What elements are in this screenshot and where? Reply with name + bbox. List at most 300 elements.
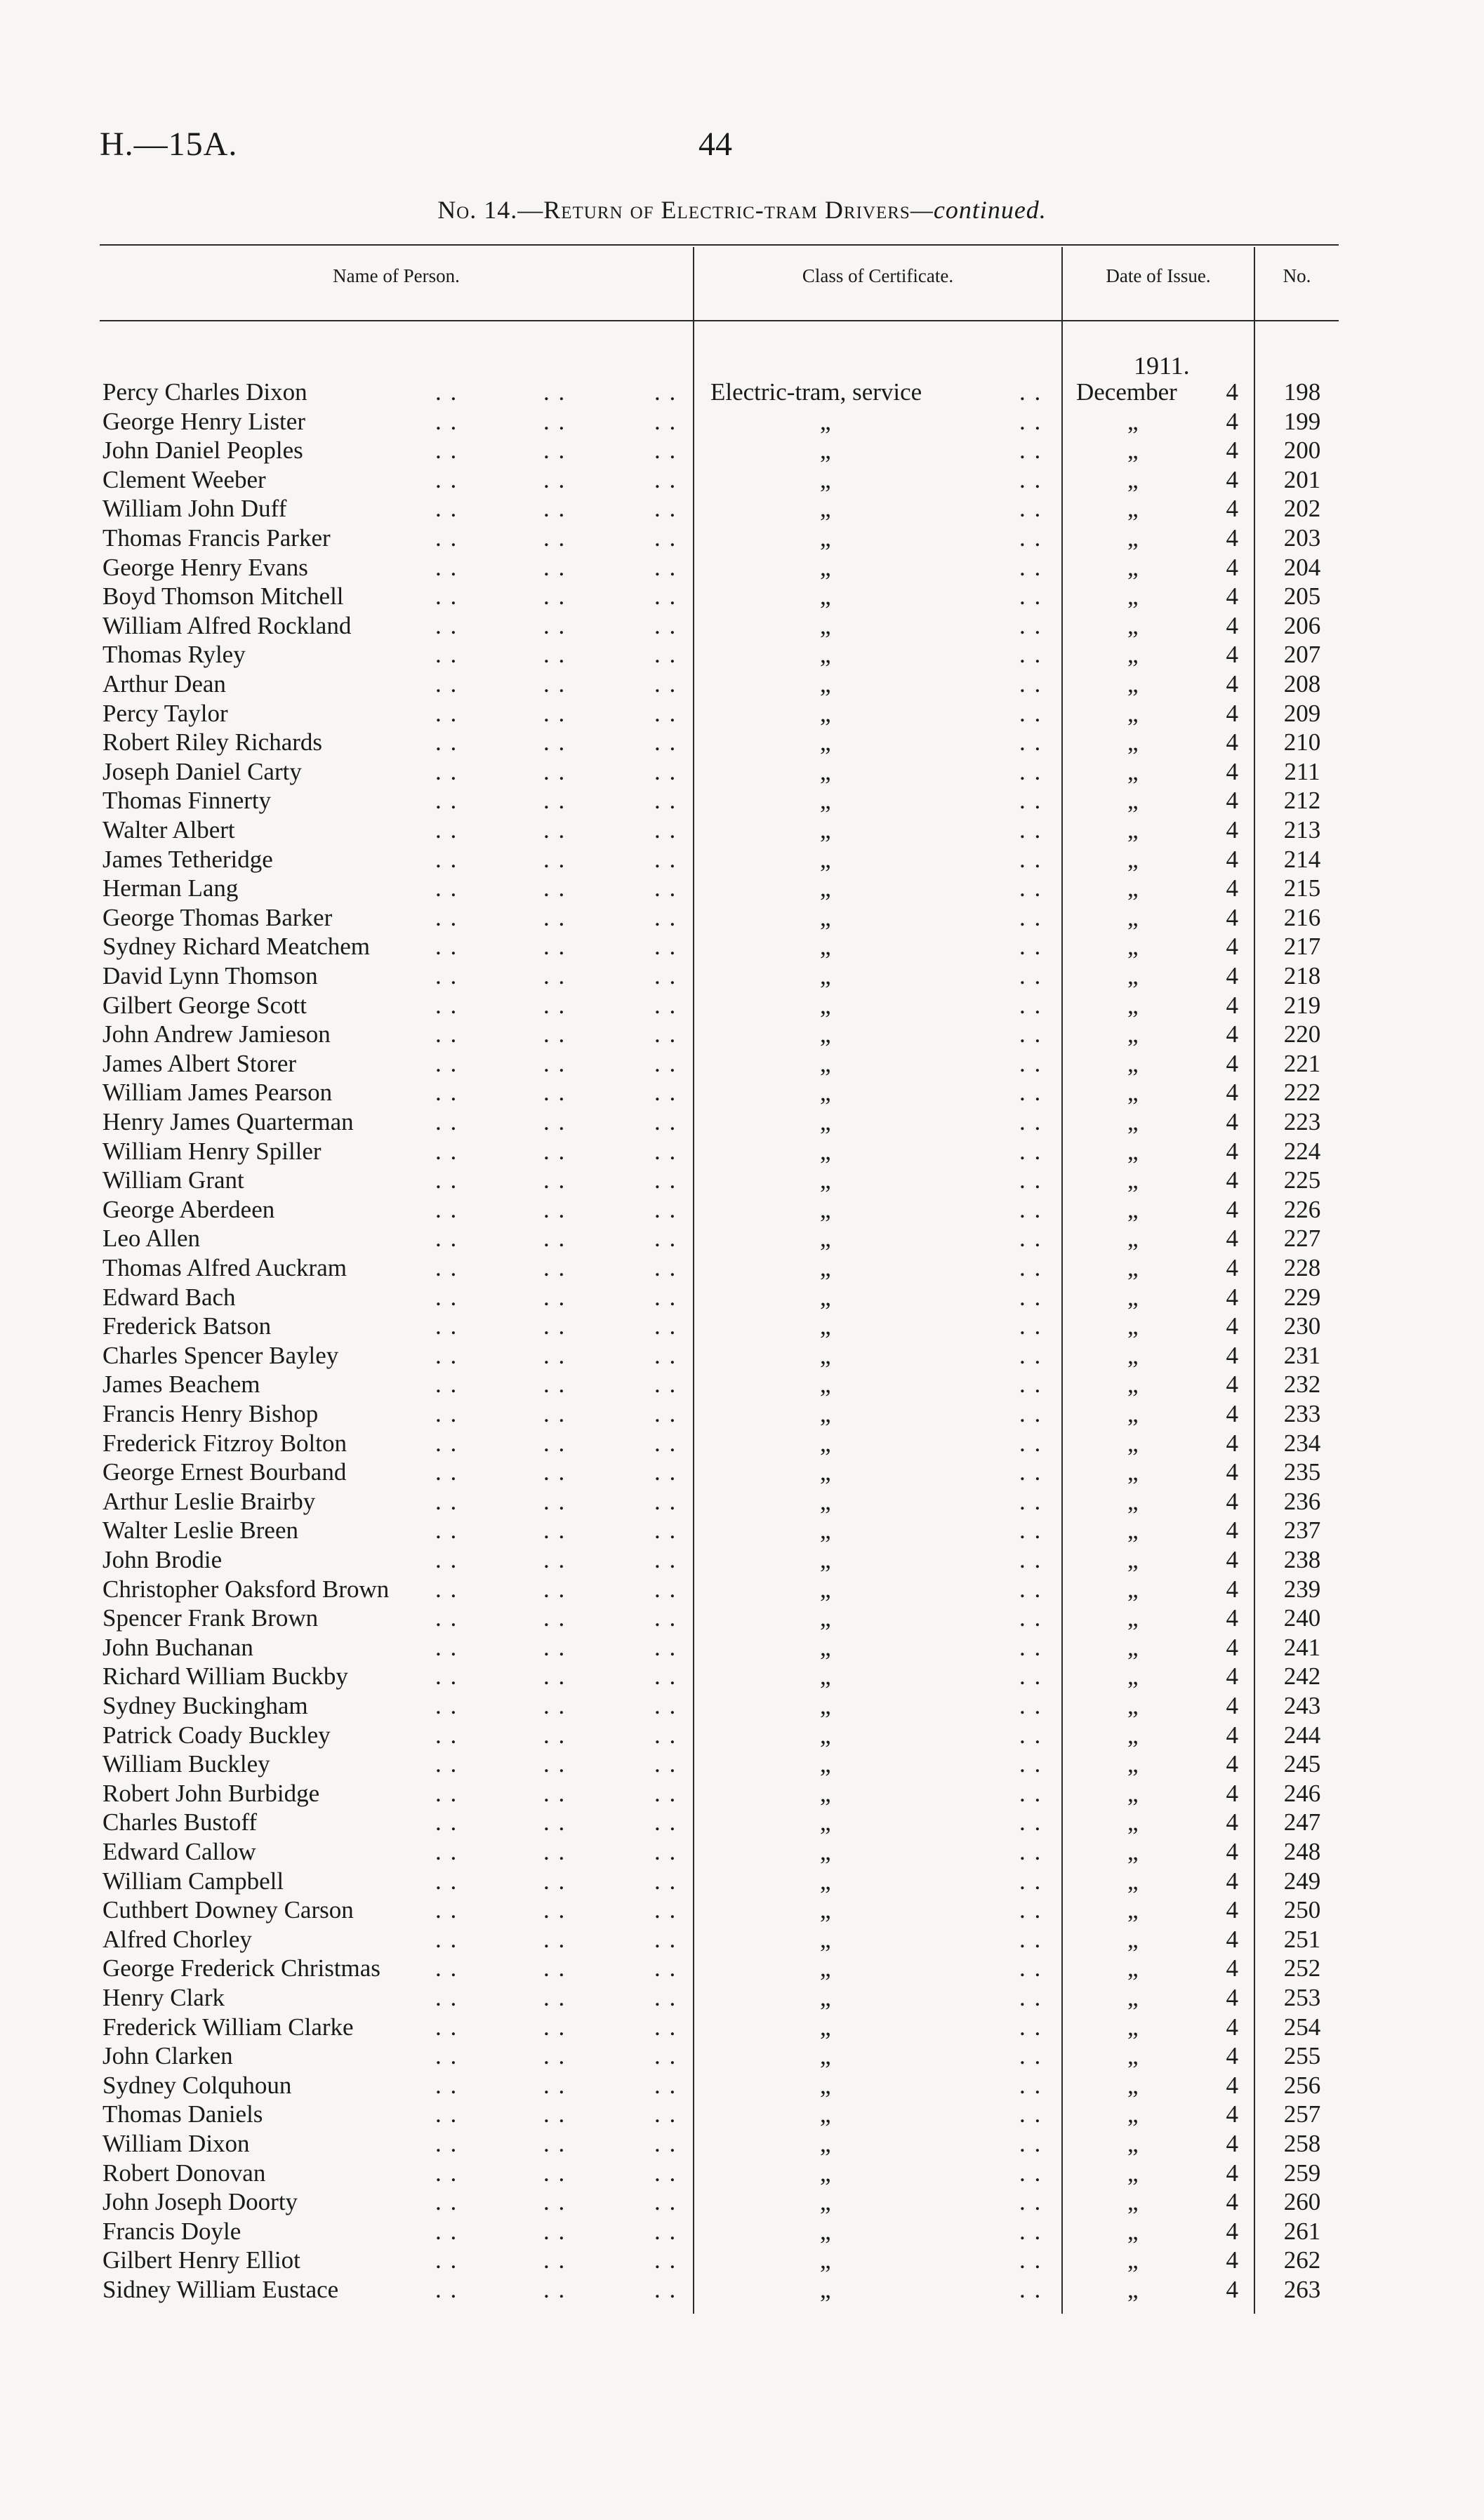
leader-dots: . . <box>543 1254 567 1281</box>
issue-day: 4 <box>1226 2130 1238 2157</box>
certificate-class-ditto: „ <box>820 2013 831 2041</box>
leader-dots: . . <box>543 465 567 493</box>
issue-day: 4 <box>1226 378 1238 406</box>
certificate-number: 199 <box>1283 407 1321 435</box>
leader-dots: . . <box>435 787 458 815</box>
person-name: George Aberdeen <box>102 1195 275 1223</box>
certificate-class-ditto: „ <box>820 787 831 815</box>
table-row <box>0 2159 1484 2188</box>
certificate-class-ditto: „ <box>820 933 831 961</box>
leader-dots: . . <box>435 1575 458 1603</box>
leader-dots: . . <box>1019 1808 1042 1836</box>
person-name: Henry James Quarterman <box>102 1108 354 1135</box>
leader-dots: . . <box>654 2159 677 2187</box>
leader-dots: . . <box>543 874 567 902</box>
table-row <box>0 1983 1484 2013</box>
leader-dots: . . <box>1019 2130 1042 2157</box>
certificate-class-ditto: „ <box>820 2276 831 2303</box>
leader-dots: . . <box>654 407 677 435</box>
leader-dots: . . <box>543 1166 567 1194</box>
leader-dots: . . <box>543 2130 567 2157</box>
leader-dots: . . <box>1019 1400 1042 1427</box>
leader-dots: . . <box>435 1429 458 1457</box>
certificate-number: 228 <box>1283 1254 1321 1281</box>
certificate-class-ditto: „ <box>820 2188 831 2216</box>
issue-day: 4 <box>1226 1925 1238 1953</box>
leader-dots: . . <box>543 407 567 435</box>
issue-month-ditto: „ <box>1127 670 1139 698</box>
table-row <box>0 1224 1484 1253</box>
person-name: George Ernest Bourband <box>102 1458 347 1486</box>
issue-day: 4 <box>1226 991 1238 1019</box>
certificate-class-ditto: „ <box>820 1079 831 1107</box>
issue-month-ditto: „ <box>1127 699 1139 727</box>
table-row <box>0 1078 1484 1107</box>
issue-day: 4 <box>1226 933 1238 961</box>
leader-dots: . . <box>543 1108 567 1135</box>
leader-dots: . . <box>654 1954 677 1982</box>
leader-dots: . . <box>543 2217 567 2245</box>
leader-dots: . . <box>654 2217 677 2245</box>
leader-dots: . . <box>1019 495 1042 523</box>
issue-month-ditto: „ <box>1127 553 1139 581</box>
table-row <box>0 1107 1484 1137</box>
leader-dots: . . <box>435 1779 458 1807</box>
table-row <box>0 1137 1484 1166</box>
leader-dots: . . <box>435 1808 458 1836</box>
issue-month-ditto: „ <box>1127 1546 1139 1573</box>
leader-dots: . . <box>1019 1692 1042 1719</box>
leader-dots: . . <box>1019 611 1042 639</box>
issue-day: 4 <box>1226 1633 1238 1661</box>
leader-dots: . . <box>1019 787 1042 815</box>
year-label: 1911. <box>1134 352 1190 380</box>
leader-dots: . . <box>435 670 458 698</box>
leader-dots: . . <box>654 1779 677 1807</box>
certificate-number: 217 <box>1283 933 1321 961</box>
leader-dots: . . <box>543 962 567 989</box>
person-name: William James Pearson <box>102 1079 333 1107</box>
table-row <box>0 2041 1484 2071</box>
issue-day: 4 <box>1226 1079 1238 1107</box>
leader-dots: . . <box>543 2100 567 2128</box>
issue-month-ditto: „ <box>1127 757 1139 785</box>
person-name: Alfred Chorley <box>102 1925 252 1953</box>
issue-month-ditto: „ <box>1127 1662 1139 1691</box>
leader-dots: . . <box>543 1838 567 1865</box>
header-bottom-rule <box>100 320 1339 321</box>
issue-month-ditto: „ <box>1127 1954 1139 1982</box>
leader-dots: . . <box>1019 1341 1042 1369</box>
leader-dots: . . <box>435 436 458 465</box>
leader-dots: . . <box>435 757 458 785</box>
issue-day: 4 <box>1226 1896 1238 1924</box>
leader-dots: . . <box>654 1487 677 1515</box>
person-name: Thomas Finnerty <box>102 787 272 815</box>
person-name: Percy Charles Dixon <box>102 378 307 406</box>
certificate-class-ditto: „ <box>820 2246 831 2274</box>
person-name: Thomas Ryley <box>102 641 246 669</box>
person-name: Leo Allen <box>102 1225 200 1253</box>
issue-month-ditto: „ <box>1127 1458 1139 1486</box>
certificate-number: 227 <box>1283 1225 1321 1253</box>
certificate-class-ditto: „ <box>820 962 831 989</box>
person-name: James Albert Storer <box>102 1049 297 1077</box>
table-row <box>0 1458 1484 1487</box>
certificate-number: 257 <box>1283 2100 1321 2128</box>
certificate-class-ditto: „ <box>820 611 831 639</box>
issue-month-ditto: „ <box>1127 1750 1139 1778</box>
certificate-class-ditto: „ <box>820 1838 831 1865</box>
certificate-class-ditto: „ <box>820 524 831 552</box>
leader-dots: . . <box>435 1166 458 1194</box>
leader-dots: . . <box>543 787 567 815</box>
certificate-number: 240 <box>1283 1604 1321 1632</box>
certificate-number: 242 <box>1283 1662 1321 1691</box>
leader-dots: . . <box>1019 962 1042 989</box>
certificate-class-ditto: „ <box>820 1662 831 1691</box>
certificate-number: 249 <box>1283 1867 1321 1895</box>
issue-month-ditto: „ <box>1127 1692 1139 1719</box>
certificate-number: 223 <box>1283 1108 1321 1135</box>
leader-dots: . . <box>543 524 567 552</box>
leader-dots: . . <box>1019 2071 1042 2099</box>
person-name: Sidney William Eustace <box>102 2276 339 2303</box>
certificate-number: 256 <box>1283 2071 1321 2099</box>
issue-month-ditto: „ <box>1127 1604 1139 1632</box>
leader-dots: . . <box>654 2188 677 2216</box>
issue-month-ditto: „ <box>1127 1020 1139 1048</box>
certificate-number: 262 <box>1283 2246 1321 2274</box>
leader-dots: . . <box>543 611 567 639</box>
leader-dots: . . <box>1019 1867 1042 1895</box>
certificate-class-ditto: „ <box>820 1166 831 1194</box>
leader-dots: . . <box>654 1283 677 1311</box>
table-row <box>0 2275 1484 2305</box>
leader-dots: . . <box>435 2188 458 2216</box>
table-row <box>0 699 1484 728</box>
leader-dots: . . <box>435 991 458 1019</box>
table-row <box>0 1779 1484 1808</box>
leader-dots: . . <box>654 1020 677 1048</box>
leader-dots: . . <box>543 1954 567 1982</box>
leader-dots: . . <box>435 1546 458 1573</box>
certificate-class-ditto: „ <box>820 436 831 465</box>
issue-month-ditto: „ <box>1127 1049 1139 1077</box>
issue-month-ditto: „ <box>1127 845 1139 873</box>
leader-dots: . . <box>654 1400 677 1427</box>
person-name: Robert Riley Richards <box>102 728 323 756</box>
person-name: Charles Spencer Bayley <box>102 1341 339 1369</box>
leader-dots: . . <box>543 1575 567 1603</box>
leader-dots: . . <box>435 2042 458 2070</box>
issue-day: 4 <box>1226 641 1238 669</box>
column-header-class: Class of Certificate. <box>802 265 954 286</box>
leader-dots: . . <box>543 845 567 873</box>
certificate-number: 259 <box>1283 2159 1321 2187</box>
issue-day: 4 <box>1226 1371 1238 1399</box>
certificate-number: 234 <box>1283 1429 1321 1457</box>
issue-month-ditto: „ <box>1127 465 1139 493</box>
issue-day: 4 <box>1226 2071 1238 2099</box>
leader-dots: . . <box>435 1400 458 1427</box>
leader-dots: . . <box>654 816 677 844</box>
leader-dots: . . <box>435 1225 458 1253</box>
leader-dots: . . <box>543 2159 567 2187</box>
table-row <box>0 1545 1484 1575</box>
leader-dots: . . <box>435 1079 458 1107</box>
leader-dots: . . <box>1019 524 1042 552</box>
certificate-class-ditto: „ <box>820 2130 831 2157</box>
issue-month-ditto: „ <box>1127 2217 1139 2245</box>
issue-day: 4 <box>1226 1721 1238 1749</box>
leader-dots: . . <box>543 991 567 1019</box>
issue-day: 4 <box>1226 524 1238 552</box>
leader-dots: . . <box>654 1225 677 1253</box>
leader-dots: . . <box>543 1604 567 1632</box>
issue-day: 4 <box>1226 1312 1238 1340</box>
column-header-no: No. <box>1283 265 1311 286</box>
leader-dots: . . <box>654 1867 677 1895</box>
certificate-class-ditto: „ <box>820 699 831 727</box>
certificate-class-ditto: „ <box>820 1604 831 1632</box>
leader-dots: . . <box>435 1662 458 1691</box>
issue-day: 4 <box>1226 1692 1238 1719</box>
certificate-class-ditto: „ <box>820 1954 831 1982</box>
certificate-class-ditto: „ <box>820 1137 831 1165</box>
table-top-rule <box>100 244 1339 246</box>
person-name: Thomas Daniels <box>102 2100 263 2128</box>
issue-month-ditto: „ <box>1127 1429 1139 1457</box>
leader-dots: . . <box>1019 991 1042 1019</box>
table-row <box>0 2100 1484 2129</box>
issue-day: 4 <box>1226 495 1238 523</box>
certificate-class-ditto: „ <box>820 641 831 669</box>
certificate-class-ditto: „ <box>820 1371 831 1399</box>
table-row <box>0 1341 1484 1371</box>
person-name: George Thomas Barker <box>102 903 333 931</box>
certificate-number: 237 <box>1283 1516 1321 1545</box>
leader-dots: . . <box>435 1312 458 1340</box>
table-row <box>0 1633 1484 1662</box>
issue-month-ditto: „ <box>1127 2042 1139 2070</box>
leader-dots: . . <box>435 2071 458 2099</box>
certificate-number: 251 <box>1283 1925 1321 1953</box>
issue-month-ditto: „ <box>1127 1400 1139 1427</box>
leader-dots: . . <box>543 816 567 844</box>
certificate-class-ditto: „ <box>820 991 831 1019</box>
leader-dots: . . <box>543 933 567 961</box>
person-name: Joseph Daniel Carty <box>102 757 302 785</box>
table-row <box>0 932 1484 961</box>
issue-month-ditto: „ <box>1127 1195 1139 1223</box>
certificate-number: 205 <box>1283 582 1321 611</box>
issue-month-ditto: „ <box>1127 641 1139 669</box>
table-row <box>0 2187 1484 2217</box>
leader-dots: . . <box>1019 2188 1042 2216</box>
table-row <box>0 582 1484 611</box>
issue-month: December <box>1076 378 1177 406</box>
table-row <box>0 1487 1484 1516</box>
leader-dots: . . <box>543 1662 567 1691</box>
leader-dots: . . <box>654 1692 677 1719</box>
leader-dots: . . <box>1019 465 1042 493</box>
leader-dots: . . <box>654 1079 677 1107</box>
leader-dots: . . <box>1019 1954 1042 1982</box>
leader-dots: . . <box>543 1371 567 1399</box>
issue-month-ditto: „ <box>1127 1283 1139 1311</box>
leader-dots: . . <box>654 2276 677 2303</box>
leader-dots: . . <box>1019 378 1042 406</box>
issue-month-ditto: „ <box>1127 1867 1139 1895</box>
leader-dots: . . <box>435 1633 458 1661</box>
leader-dots: . . <box>1019 1166 1042 1194</box>
leader-dots: . . <box>1019 553 1042 581</box>
leader-dots: . . <box>543 1137 567 1165</box>
person-name: Spencer Frank Brown <box>102 1604 319 1632</box>
leader-dots: . . <box>654 1166 677 1194</box>
issue-day: 4 <box>1226 1458 1238 1486</box>
person-name: Christopher Oaksford Brown <box>102 1575 390 1603</box>
person-name: George Frederick Christmas <box>102 1954 380 1982</box>
issue-day: 4 <box>1226 874 1238 902</box>
leader-dots: . . <box>654 2071 677 2099</box>
leader-dots: . . <box>543 1283 567 1311</box>
certificate-class-ditto: „ <box>820 1254 831 1281</box>
issue-month-ditto: „ <box>1127 1779 1139 1807</box>
certificate-class-ditto: „ <box>820 1750 831 1778</box>
table-row <box>0 2129 1484 2159</box>
leader-dots: . . <box>435 1984 458 2011</box>
table-row <box>0 2217 1484 2246</box>
certificate-number: 238 <box>1283 1546 1321 1573</box>
table-row <box>0 786 1484 815</box>
issue-day: 4 <box>1226 1400 1238 1427</box>
certificate-number: 254 <box>1283 2013 1321 2041</box>
table-row <box>0 815 1484 845</box>
leader-dots: . . <box>654 845 677 873</box>
certificate-class-ditto: „ <box>820 903 831 931</box>
leader-dots: . . <box>1019 1516 1042 1545</box>
leader-dots: . . <box>543 1692 567 1719</box>
certificate-number: 200 <box>1283 436 1321 465</box>
person-name: Herman Lang <box>102 874 239 902</box>
leader-dots: . . <box>1019 1283 1042 1311</box>
leader-dots: . . <box>1019 2042 1042 2070</box>
table-row <box>0 1604 1484 1633</box>
leader-dots: . . <box>1019 436 1042 465</box>
leader-dots: . . <box>654 1546 677 1573</box>
leader-dots: . . <box>654 465 677 493</box>
issue-month-ditto: „ <box>1127 816 1139 844</box>
certificate-number: 250 <box>1283 1896 1321 1924</box>
issue-day: 4 <box>1226 699 1238 727</box>
certificate-number: 245 <box>1283 1750 1321 1778</box>
certificate-number: 247 <box>1283 1808 1321 1836</box>
issue-day: 4 <box>1226 2246 1238 2274</box>
issue-day: 4 <box>1226 611 1238 639</box>
table-row <box>0 845 1484 874</box>
leader-dots: . . <box>435 1750 458 1778</box>
leader-dots: . . <box>1019 1546 1042 1573</box>
leader-dots: . . <box>1019 903 1042 931</box>
leader-dots: . . <box>543 1779 567 1807</box>
leader-dots: . . <box>654 1429 677 1457</box>
title-prefix: No. 14.— <box>437 196 544 224</box>
leader-dots: . . <box>1019 1604 1042 1632</box>
leader-dots: . . <box>1019 1487 1042 1515</box>
issue-day: 4 <box>1226 2217 1238 2245</box>
issue-month-ditto: „ <box>1127 2159 1139 2187</box>
issue-day: 4 <box>1226 1546 1238 1573</box>
leader-dots: . . <box>654 641 677 669</box>
certificate-number: 212 <box>1283 787 1321 815</box>
leader-dots: . . <box>543 1750 567 1778</box>
leader-dots: . . <box>654 1808 677 1836</box>
leader-dots: . . <box>543 1458 567 1486</box>
table-row <box>0 2071 1484 2100</box>
leader-dots: . . <box>654 787 677 815</box>
issue-month-ditto: „ <box>1127 1079 1139 1107</box>
leader-dots: . . <box>435 1925 458 1953</box>
certificate-number: 202 <box>1283 495 1321 523</box>
certificate-class-ditto: „ <box>820 1429 831 1457</box>
leader-dots: . . <box>435 816 458 844</box>
table-row <box>0 961 1484 991</box>
issue-day: 4 <box>1226 787 1238 815</box>
certificate-class: Electric-tram, service <box>710 378 922 406</box>
table-row <box>0 728 1484 757</box>
person-name: George Henry Evans <box>102 553 308 581</box>
leader-dots: . . <box>1019 1049 1042 1077</box>
leader-dots: . . <box>1019 1371 1042 1399</box>
issue-month-ditto: „ <box>1127 1575 1139 1603</box>
leader-dots: . . <box>1019 728 1042 756</box>
leader-dots: . . <box>435 903 458 931</box>
issue-month-ditto: „ <box>1127 1721 1139 1749</box>
certificate-class-ditto: „ <box>820 1225 831 1253</box>
person-name: Robert John Burbidge <box>102 1779 320 1807</box>
table-row <box>0 1195 1484 1225</box>
issue-month-ditto: „ <box>1127 991 1139 1019</box>
leader-dots: . . <box>435 699 458 727</box>
leader-dots: . . <box>435 407 458 435</box>
issue-month-ditto: „ <box>1127 2071 1139 2099</box>
certificate-class-ditto: „ <box>820 1195 831 1223</box>
person-name: Sydney Colquhoun <box>102 2071 292 2099</box>
issue-day: 4 <box>1226 1867 1238 1895</box>
certificate-number: 230 <box>1283 1312 1321 1340</box>
issue-day: 4 <box>1226 1516 1238 1545</box>
leader-dots: . . <box>543 1195 567 1223</box>
issue-day: 4 <box>1226 1487 1238 1515</box>
person-name: Thomas Francis Parker <box>102 524 331 552</box>
certificate-number: 255 <box>1283 2042 1321 2070</box>
issue-day: 4 <box>1226 1137 1238 1165</box>
certificate-class-ditto: „ <box>820 1984 831 2011</box>
certificate-class-ditto: „ <box>820 1049 831 1077</box>
leader-dots: . . <box>654 2130 677 2157</box>
leader-dots: . . <box>543 1633 567 1661</box>
leader-dots: . . <box>654 2013 677 2041</box>
certificate-class-ditto: „ <box>820 1633 831 1661</box>
certificate-number: 203 <box>1283 524 1321 552</box>
certificate-number: 246 <box>1283 1779 1321 1807</box>
leader-dots: . . <box>654 670 677 698</box>
person-name: Clement Weeber <box>102 465 266 493</box>
certificate-number: 258 <box>1283 2130 1321 2157</box>
leader-dots: . . <box>1019 1458 1042 1486</box>
